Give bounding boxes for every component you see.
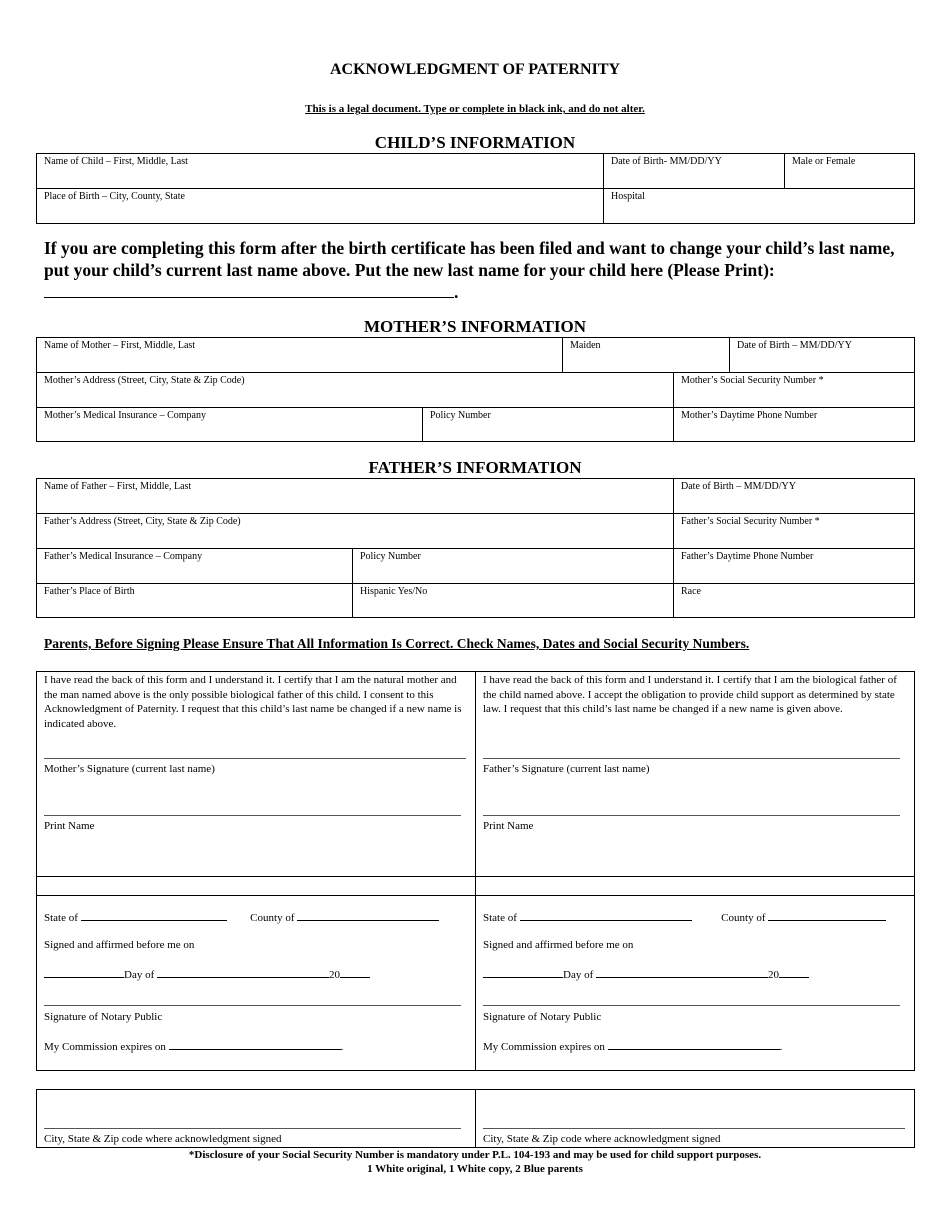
mother-name-field[interactable]: Name of Mother – First, Middle, Last bbox=[44, 340, 196, 351]
mother-print-name-line[interactable] bbox=[44, 815, 461, 816]
mother-notary-affirmed-label: Signed and affirmed before me on bbox=[44, 939, 195, 951]
mother-signature-label: Mother’s Signature (current last name) bbox=[44, 763, 215, 775]
father-address-field[interactable]: Father’s Address (Street, City, State & Zip Code) bbox=[44, 516, 241, 527]
mother-statement: I have read the back of this form and I understand it. I certify that I am the natural mother and the man named above is the only possible biological father of this child. I consent to this Acknowledgment of Paternity. I request that this child’s last name be changed if a new name is indicated above. bbox=[44, 674, 462, 730]
father-notary-commission: My Commission expires on . bbox=[483, 1038, 782, 1055]
father-notary-year-field[interactable] bbox=[779, 966, 809, 978]
child-sex-field[interactable] bbox=[785, 154, 915, 189]
child-dob-field[interactable] bbox=[604, 154, 785, 189]
father-name-field[interactable]: Name of Father – First, Middle, Last bbox=[44, 481, 192, 492]
child-section-heading: CHILD’S INFORMATION bbox=[374, 133, 576, 152]
child-info-table bbox=[36, 153, 915, 224]
father-notary-state-county bbox=[483, 909, 886, 926]
mother-phone-field[interactable]: Mother’s Daytime Phone Number bbox=[681, 410, 818, 421]
child-name-field[interactable] bbox=[37, 154, 604, 189]
father-ssn-field[interactable]: Father’s Social Security Number * bbox=[681, 516, 820, 527]
father-hispanic-field[interactable]: Hispanic Yes/No bbox=[360, 586, 428, 597]
mother-notary-day-field[interactable] bbox=[44, 966, 124, 978]
child-place-of-birth-field[interactable] bbox=[37, 189, 604, 224]
mother-notary-month-field[interactable] bbox=[157, 966, 329, 978]
mother-notary-state-field[interactable] bbox=[81, 909, 227, 921]
mother-commission-field[interactable] bbox=[169, 1038, 341, 1050]
mother-dob-field[interactable]: Date of Birth – MM/DD/YY bbox=[737, 340, 852, 351]
father-commission-label: My Commission expires on bbox=[483, 1041, 605, 1053]
mother-print-name-label: Print Name bbox=[44, 820, 95, 832]
father-notary-state-field[interactable] bbox=[520, 909, 692, 921]
father-notary-state-label: State of bbox=[483, 912, 517, 924]
father-notary-day-field[interactable] bbox=[483, 966, 563, 978]
father-location-line[interactable] bbox=[483, 1128, 905, 1129]
father-place-of-birth-field[interactable]: Father’s Place of Birth bbox=[44, 586, 135, 597]
father-signature-label: Father’s Signature (current last name) bbox=[483, 763, 650, 775]
mother-notary-commission: My Commission expires on . bbox=[44, 1038, 343, 1055]
mother-notary-county-field[interactable] bbox=[297, 909, 439, 921]
father-notary-county-field[interactable] bbox=[768, 909, 886, 921]
new-last-name-field[interactable] bbox=[44, 283, 454, 298]
mother-location-line[interactable] bbox=[44, 1128, 461, 1129]
legal-notice: This is a legal document. Type or complete in black ink, and do not alter. bbox=[305, 103, 645, 115]
mother-ssn-field[interactable]: Mother’s Social Security Number * bbox=[681, 375, 824, 386]
mother-notary-state-county bbox=[44, 909, 439, 926]
father-notary-date bbox=[483, 966, 809, 983]
father-phone-field[interactable]: Father’s Daytime Phone Number bbox=[681, 551, 814, 562]
father-print-name-line[interactable] bbox=[483, 815, 900, 816]
copy-distribution: 1 White original, 1 White copy, 2 Blue parents bbox=[367, 1163, 583, 1175]
child-sex-label: Male or Female bbox=[792, 156, 856, 167]
ssn-disclosure: *Disclosure of your Social Security Number is mandatory under P.L. 104-193 and may be used for child support purposes. bbox=[188, 1149, 762, 1161]
father-signature-line[interactable] bbox=[483, 758, 900, 759]
child-name-label: Name of Child – First, Middle, Last bbox=[44, 156, 188, 167]
mother-policy-field[interactable]: Policy Number bbox=[430, 410, 491, 421]
verification-notice: Parents, Before Signing Please Ensure That All Information Is Correct. Check Names, Dates and Social Security Numbers. bbox=[44, 636, 750, 651]
page-title: ACKNOWLEDGMENT OF PATERNITY bbox=[329, 61, 621, 78]
father-notary-month-field[interactable] bbox=[596, 966, 768, 978]
mother-notary-year-field[interactable] bbox=[340, 966, 370, 978]
child-dob-label: Date of Birth- MM/DD/YY bbox=[611, 156, 722, 167]
mother-notary-state-label: State of bbox=[44, 912, 78, 924]
father-notary-signature-line[interactable] bbox=[483, 1005, 900, 1006]
father-commission-field[interactable] bbox=[608, 1038, 780, 1050]
father-policy-field[interactable]: Policy Number bbox=[360, 551, 421, 562]
father-race-field[interactable]: Race bbox=[681, 586, 701, 597]
mother-commission-label: My Commission expires on bbox=[44, 1041, 166, 1053]
father-statement: I have read the back of this form and I understand it. I certify that I am the biological father of the child named above. I accept the obligation to provide child support as determined by state law. I request that this child’s last name be changed if a new name is given above. bbox=[483, 674, 897, 715]
mother-notary-county-label: County of bbox=[250, 912, 295, 924]
father-notary-affirmed-label: Signed and affirmed before me on bbox=[483, 939, 634, 951]
father-insurance-field[interactable]: Father’s Medical Insurance – Company bbox=[44, 551, 203, 562]
mother-address-field[interactable]: Mother’s Address (Street, City, State & Zip Code) bbox=[44, 375, 245, 386]
name-change-text: If you are completing this form after the birth certificate has been filed and want to change your child’s last name, put your child’s current last name above. Put the new last name for your child here (Please Print): bbox=[44, 238, 895, 280]
child-hospital-field[interactable] bbox=[604, 189, 915, 224]
father-print-name-label: Print Name bbox=[483, 820, 534, 832]
father-notary-county-label: County of bbox=[721, 912, 766, 924]
mother-notary-year-label: 20 bbox=[329, 969, 340, 981]
child-place-of-birth-label: Place of Birth – City, County, State bbox=[44, 191, 185, 202]
mother-location-label: City, State & Zip code where acknowledgment signed bbox=[44, 1133, 282, 1145]
child-hospital-label: Hospital bbox=[611, 191, 645, 202]
father-notary-signature-label: Signature of Notary Public bbox=[483, 1011, 602, 1023]
mother-notary-signature-label: Signature of Notary Public bbox=[44, 1011, 163, 1023]
mother-notary-date bbox=[44, 966, 370, 983]
father-section-heading: FATHER’S INFORMATION bbox=[368, 458, 582, 477]
mother-signature-line[interactable] bbox=[44, 758, 466, 759]
mother-insurance-field[interactable]: Mother’s Medical Insurance – Company bbox=[44, 410, 206, 421]
mother-section-heading: MOTHER’S INFORMATION bbox=[363, 317, 587, 336]
name-change-note: If you are completing this form after the birth certificate has been filed and want to change your child’s last name, put your child’s current last name above. Put the new last name for your child here (Please Print): . bbox=[44, 238, 895, 302]
father-location-label: City, State & Zip code where acknowledgment signed bbox=[483, 1133, 721, 1145]
mother-notary-day-label: Day of bbox=[124, 969, 155, 981]
mother-maiden-field[interactable]: Maiden bbox=[570, 340, 601, 351]
father-notary-year-label: 20 bbox=[768, 969, 779, 981]
mother-notary-signature-line[interactable] bbox=[44, 1005, 461, 1006]
father-dob-field[interactable]: Date of Birth – MM/DD/YY bbox=[681, 481, 796, 492]
father-notary-day-label: Day of bbox=[563, 969, 594, 981]
